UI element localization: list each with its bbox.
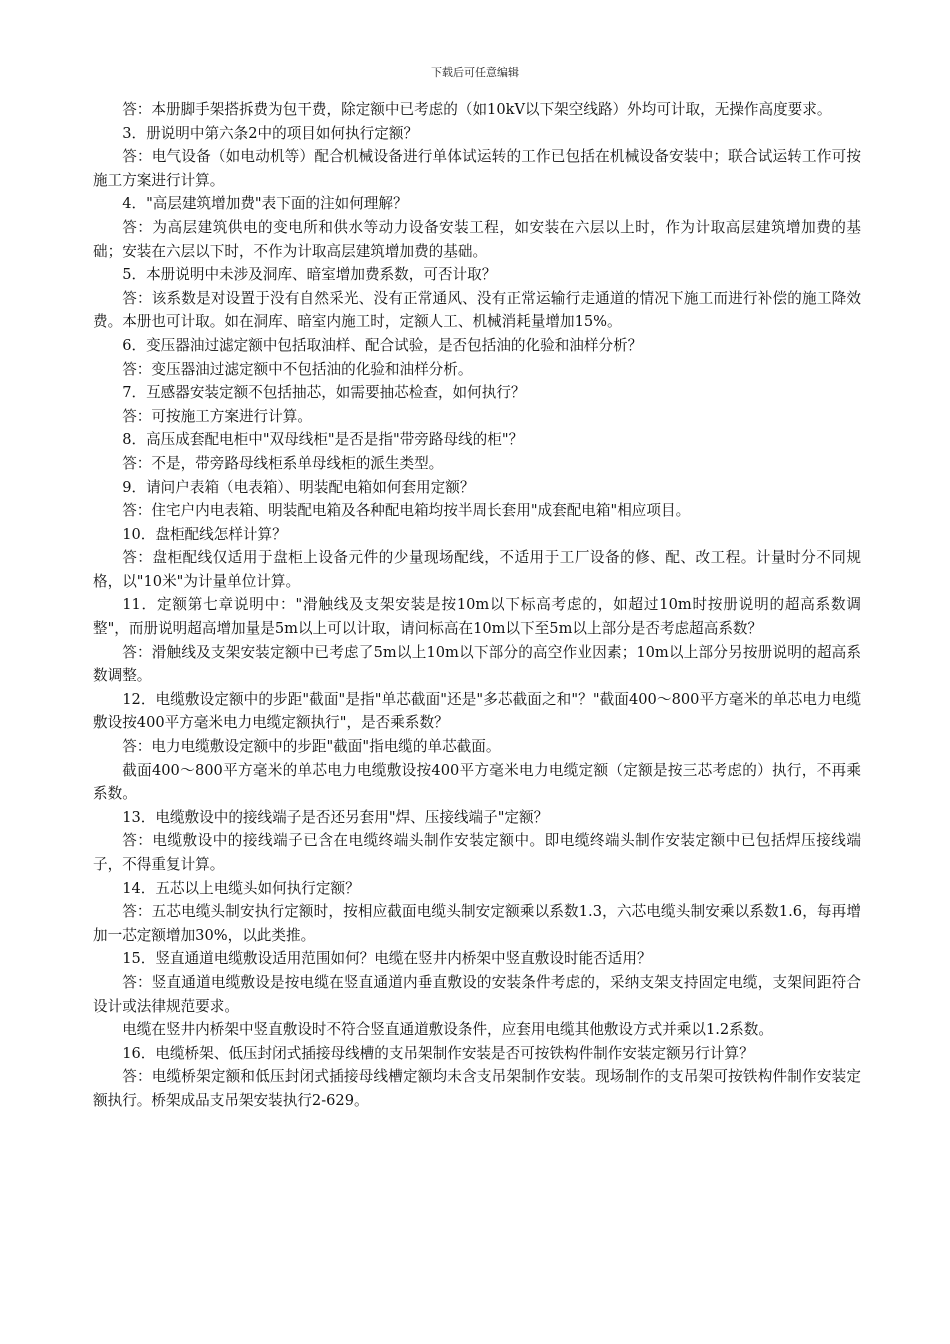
paragraph: 8．高压成套配电柜中"双母线柜"是否是指"带旁路母线的柜"？ — [122, 431, 524, 449]
paragraph: 9．请问户表箱（电表箱）、明装配电箱如何套用定额？ — [122, 478, 475, 496]
paragraph: 答：本册脚手架搭拆费为包干费，除定额中已考虑的（如10kV以下架空线路）外均可计取，无操作高度要求。 — [122, 101, 832, 118]
paragraph: 答：电力电缆敷设定额中的步距"截面"指电缆的单芯截面。 — [122, 738, 501, 756]
paragraph: 答：不是，带旁路母线柜系单母线柜的派生类型。 — [122, 454, 444, 472]
paragraph: 4．"高层建筑增加费"表下面的注如何理解？ — [122, 195, 408, 213]
paragraph: 答：电缆敷设中的接线端子已含在电缆终端头制作安装定额中。即电缆终端头制作安装定额中已包括焊压接线端子，不得重复计算。 — [93, 832, 861, 873]
paragraph: 答：盘柜配线仅适用于盘柜上设备元件的少量现场配线，不适用于工厂设备的修、配、改工程。计量时分不同规格，以"10米"为计量单位计算。 — [93, 549, 861, 590]
document-body — [93, 98, 861, 1113]
paragraph: 答：五芯电缆头制安执行定额时，按相应截面电缆头制安定额乘以系数1.3，六芯电缆头制安乘以系数1.6，每再增加一芯定额增加30%，以此类推。 — [93, 903, 861, 944]
paragraph: 6．变压器油过滤定额中包括取油样、配合试验，是否包括油的化验和油样分析？ — [122, 336, 643, 354]
paragraph: 截面400～800平方毫米的单芯电力电缆敷设按400平方毫米电力电缆定额（定额是按三芯考虑的）执行，不再乘系数。 — [93, 761, 861, 803]
paragraph: 答：电缆桥架定额和低压封闭式插接母线槽定额均未含支吊架制作安装。现场制作的支吊架可按铁构件制作安装定额执行。桥架成品支吊架安装执行2-629。 — [93, 1068, 861, 1109]
paragraph: 13．电缆敷设中的接线端子是否还另套用"焊、压接线端子"定额？ — [122, 808, 549, 826]
paragraph: 答：为高层建筑供电的变电所和供水等动力设备安装工程，如安装在六层以上时，作为计取高层建筑增加费的基础；安装在六层以下时，不作为计取高层建筑增加费的基础。 — [93, 218, 861, 260]
paragraph: 5．本册说明中未涉及洞库、暗室增加费系数，可否计取？ — [122, 266, 497, 284]
paragraph: 16．电缆桥架、低压封闭式插接母线槽的支吊架制作安装是否可按铁构件制作安装定额另行计算？ — [122, 1044, 754, 1062]
paragraph: 答：该系数是对设置于没有自然采光、没有正常通风、没有正常运输行走通道的情况下施工而进行补偿的施工降效费。本册也可计取。如在洞库、暗室内施工时，定额人工、机械消耗量增加15%。 — [93, 289, 861, 331]
paragraph: 答：可按施工方案进行计算。 — [122, 407, 312, 425]
paragraph: 电缆在竖井内桥架中竖直敷设时不符合竖直通道敷设条件，应套用电缆其他敷设方式并乘以1.2系数。 — [122, 1021, 773, 1039]
paragraph: 答：滑触线及支架安装定额中已考虑了5m以上10m以下部分的高空作业因素；10m以上部分另按册说明的超高系数调整。 — [93, 643, 861, 685]
paragraph: 答：竖直通道电缆敷设是按电缆在竖直通道内垂直敷设的安装条件考虑的，采纳支架支持固定电缆，支架间距符合设计或法律规范要求。 — [93, 973, 861, 1015]
paragraph: 3．册说明中第六条2中的项目如何执行定额？ — [122, 124, 419, 142]
paragraph: 10．盘柜配线怎样计算？ — [122, 525, 287, 543]
paragraph: 11．定额第七章说明中："滑触线及支架安装是按10m以下标高考虑的，如超过10m时按册说明的超高系数调整"，而册说明超高增加量是5m以上可以计取，请问标高在10m以下至5m以上部分是否考虑超高系数？ — [93, 596, 861, 638]
paragraph: 15．竖直通道电缆敷设适用范围如何？电缆在竖井内桥架中竖直敷设时能否适用？ — [122, 950, 652, 968]
paragraph: 12．电缆敷设定额中的步距"截面"是指"单芯截面"还是"多芯截面之和"？"截面400～800平方毫米的单芯电力电缆敷设按400平方毫米电力电缆定额执行"，是否乘系数？ — [93, 690, 861, 732]
paragraph: 答：变压器油过滤定额中不包括油的化验和油样分析。 — [122, 360, 473, 378]
paragraph: 答：住宅户内电表箱、明装配电箱及各种配电箱均按半周长套用"成套配电箱"相应项目。 — [122, 502, 691, 520]
paragraph: 7．互感器安装定额不包括抽芯，如需要抽芯检查，如何执行？ — [122, 384, 526, 402]
paragraph: 14．五芯以上电缆头如何执行定额？ — [122, 879, 360, 897]
paragraph: 答：电气设备（如电动机等）配合机械设备进行单体试运转的工作已包括在机械设备安装中；联合试运转工作可按施工方案进行计算。 — [93, 148, 861, 189]
page-header: 下载后可任意编辑 — [431, 66, 519, 79]
